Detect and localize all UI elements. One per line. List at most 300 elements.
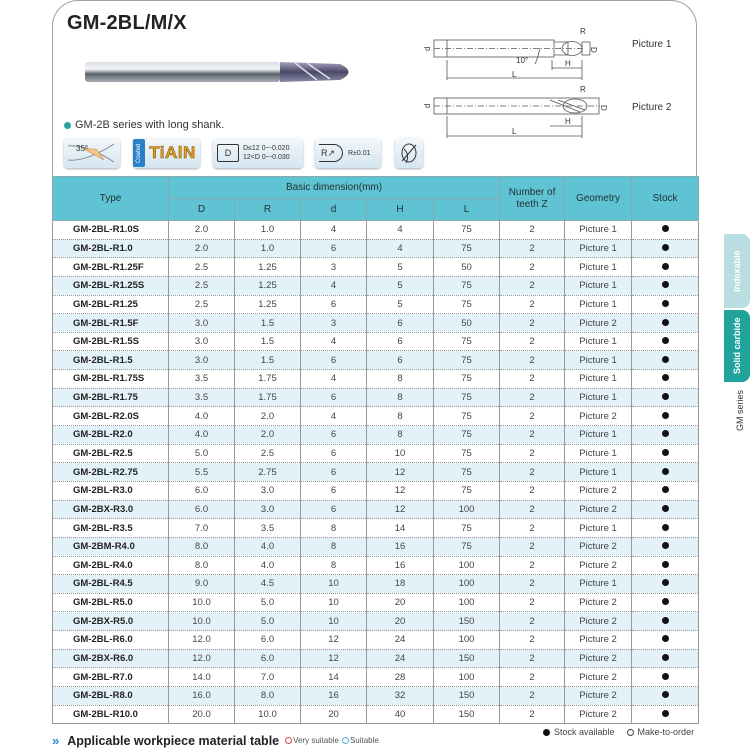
cell-l: 75 [434,388,500,407]
stock-available-icon [662,524,669,531]
stock-available-label: Stock available [554,727,615,737]
svg-text:10°: 10° [516,56,529,65]
cell-d: 16 [301,687,367,706]
stock-available-icon [662,430,669,437]
cell-stock [632,370,699,389]
cell-type: GM-2BL-R2.0S [53,407,169,426]
cell-type: GM-2BM-R4.0 [53,537,169,556]
cell-h: 20 [367,593,434,612]
svg-text:H: H [565,117,571,126]
cell-d: 6 [301,463,367,482]
legend-very-suitable: Very suitable [285,736,339,745]
cell-d: 6 [301,481,367,500]
cell-d: 10 [301,575,367,594]
cell-stock [632,593,699,612]
cell-stock [632,519,699,538]
cell-h: 32 [367,687,434,706]
header-L: L [434,199,500,221]
cell-geometry: Picture 2 [565,537,632,556]
cell-d: 8.0 [169,556,235,575]
cell-z: 2 [500,519,565,538]
cell-h: 10 [367,444,434,463]
stock-available-icon [662,691,669,698]
description-text: GM-2B series with long shank. [75,119,225,131]
header-stock: Stock [632,177,699,221]
cell-d: 20 [301,705,367,724]
stock-available-icon [662,617,669,624]
cell-d: 10.0 [169,612,235,631]
bullet-icon [64,122,71,129]
stock-available-icon [662,244,669,251]
stock-available-icon [662,263,669,270]
cell-z: 2 [500,370,565,389]
cell-geometry: Picture 1 [565,426,632,445]
table-row [53,314,699,333]
cell-stock [632,295,699,314]
cell-h: 5 [367,295,434,314]
cell-z: 2 [500,258,565,277]
cell-stock [632,537,699,556]
cell-z: 2 [500,276,565,295]
cell-z: 2 [500,426,565,445]
table-row [53,444,699,463]
cell-d: 3 [301,258,367,277]
cell-r: 6.0 [235,649,301,668]
cell-l: 150 [434,612,500,631]
svg-text:R: R [580,85,586,94]
cell-d: 12.0 [169,631,235,650]
stock-legend [543,727,694,737]
series-side-label: GM series [735,390,745,432]
table-row [53,221,699,240]
cell-r: 4.5 [235,575,301,594]
cell-d: 4 [301,407,367,426]
cell-geometry: Picture 1 [565,388,632,407]
cell-geometry: Picture 2 [565,407,632,426]
cell-z: 2 [500,612,565,631]
cell-stock [632,631,699,650]
cell-l: 100 [434,556,500,575]
table-row [53,687,699,706]
cell-h: 28 [367,668,434,687]
stock-available-icon [662,505,669,512]
cell-z: 2 [500,593,565,612]
cell-d: 4 [301,370,367,389]
cell-r: 1.5 [235,314,301,333]
cell-d: 3.0 [169,351,235,370]
cell-z: 2 [500,575,565,594]
svg-text:R: R [580,27,586,36]
table-row [53,500,699,519]
cell-stock [632,426,699,445]
cell-type: GM-2BL-R3.5 [53,519,169,538]
cell-h: 5 [367,258,434,277]
cell-d: 9.0 [169,575,235,594]
cell-l: 75 [434,332,500,351]
cell-d: 8 [301,537,367,556]
cell-type: GM-2BL-R4.5 [53,575,169,594]
cell-geometry: Picture 2 [565,314,632,333]
table-row [53,258,699,277]
cell-r: 4.0 [235,537,301,556]
cell-h: 6 [367,351,434,370]
cell-geometry: Picture 2 [565,500,632,519]
cell-z: 2 [500,407,565,426]
svg-text:L: L [512,70,517,79]
page-title: GM-2BL/M/X [67,12,187,34]
ball-nose-icon [398,141,420,165]
cell-d: 2.0 [169,221,235,240]
cell-r: 1.25 [235,295,301,314]
stock-available-icon [662,635,669,642]
cell-d: 12 [301,631,367,650]
make-to-order-label: Make-to-order [637,727,695,737]
cell-d: 6 [301,388,367,407]
ball-nose-badge [395,138,423,168]
cell-l: 75 [434,444,500,463]
cell-r: 3.0 [235,500,301,519]
cell-l: 75 [434,351,500,370]
table-row [53,575,699,594]
cell-r: 3.5 [235,519,301,538]
cell-h: 8 [367,407,434,426]
cell-l: 75 [434,407,500,426]
picture-1-label: Picture 1 [632,39,672,50]
cell-z: 2 [500,556,565,575]
cell-type: GM-2BL-R4.0 [53,556,169,575]
cell-r: 4.0 [235,556,301,575]
cell-z: 2 [500,537,565,556]
svg-text:d: d [423,103,432,108]
cell-z: 2 [500,668,565,687]
cell-type: GM-2BL-R1.25 [53,295,169,314]
cell-r: 7.0 [235,668,301,687]
diameter-tolerance-badge [213,138,303,168]
table-row [53,649,699,668]
cell-d: 4 [301,332,367,351]
cell-d: 10 [301,612,367,631]
cell-l: 75 [434,537,500,556]
stock-available-icon [662,673,669,680]
cell-z: 2 [500,705,565,724]
cell-r: 1.5 [235,332,301,351]
cell-type: GM-2BL-R1.0S [53,221,169,240]
table-row [53,593,699,612]
cell-type: GM-2BL-R1.5 [53,351,169,370]
coating-name: TiAlN [149,143,196,162]
cell-d: 5.5 [169,463,235,482]
cell-stock [632,221,699,240]
side-tab-indexable[interactable]: Indexable [724,234,750,308]
cell-r: 8.0 [235,687,301,706]
table-row [53,332,699,351]
cell-h: 8 [367,370,434,389]
dimension-diagram [420,20,680,140]
cell-h: 20 [367,612,434,631]
cell-l: 75 [434,295,500,314]
cell-z: 2 [500,444,565,463]
cell-d: 6 [301,351,367,370]
cell-d: 7.0 [169,519,235,538]
table-row [53,426,699,445]
cell-geometry: Picture 2 [565,668,632,687]
cell-stock [632,612,699,631]
cell-d: 6 [301,239,367,258]
cell-d: 5.0 [169,444,235,463]
cell-d: 4.0 [169,407,235,426]
cell-r: 5.0 [235,612,301,631]
stock-available-icon [662,542,669,549]
cell-d: 8 [301,556,367,575]
table-row [53,668,699,687]
stock-available-icon [662,598,669,605]
stock-available-icon [662,579,669,586]
side-tab-solid-carbide[interactable]: Solid carbide [724,310,750,382]
header-D: D [169,199,235,221]
filled-dot-icon [543,729,550,736]
cell-stock [632,463,699,482]
cell-d: 4.0 [169,426,235,445]
svg-text:D: D [599,105,608,111]
cell-r: 1.75 [235,388,301,407]
stock-available-icon [662,225,669,232]
cell-r: 2.75 [235,463,301,482]
cell-stock [632,500,699,519]
cell-stock [632,575,699,594]
cell-d: 14.0 [169,668,235,687]
cell-l: 75 [434,370,500,389]
cell-z: 2 [500,332,565,351]
cell-geometry: Picture 2 [565,481,632,500]
cell-z: 2 [500,649,565,668]
cell-h: 8 [367,426,434,445]
cell-type: GM-2BL-R1.5F [53,314,169,333]
cell-type: GM-2BL-R1.25S [53,276,169,295]
cell-type: GM-2BL-R8.0 [53,687,169,706]
radius-tolerance-badge [315,138,381,168]
helix-angle-icon [66,140,118,166]
cell-type: GM-2BL-R2.5 [53,444,169,463]
cell-h: 16 [367,537,434,556]
cell-stock [632,649,699,668]
cell-geometry: Picture 1 [565,258,632,277]
cell-d: 3.0 [169,314,235,333]
cell-stock [632,351,699,370]
cell-geometry: Picture 2 [565,631,632,650]
table-row [53,612,699,631]
cell-geometry: Picture 1 [565,575,632,594]
cell-type: GM-2BL-R1.0 [53,239,169,258]
cell-h: 24 [367,649,434,668]
cell-l: 75 [434,276,500,295]
cell-type: GM-2BL-R1.25F [53,258,169,277]
table-row [53,556,699,575]
series-description [64,119,224,131]
table-row [53,351,699,370]
cell-type: GM-2BL-R5.0 [53,593,169,612]
radius-tolerance: R±0.01 [348,149,371,157]
cell-geometry: Picture 1 [565,239,632,258]
cell-d: 6 [301,500,367,519]
tolerance-line-1: D≤12 0~-0.020 [243,145,290,152]
cell-d: 12 [301,649,367,668]
table-row [53,295,699,314]
cell-geometry: Picture 2 [565,687,632,706]
cell-z: 2 [500,295,565,314]
cell-l: 150 [434,649,500,668]
cell-l: 100 [434,668,500,687]
helix-angle-badge [64,138,120,168]
cell-z: 2 [500,463,565,482]
cell-geometry: Picture 1 [565,351,632,370]
material-table-title: Applicable workpiece material table [67,733,280,748]
cell-h: 5 [367,276,434,295]
cell-stock [632,388,699,407]
cell-d: 6 [301,426,367,445]
cell-z: 2 [500,481,565,500]
cell-d: 6 [301,295,367,314]
cell-geometry: Picture 1 [565,295,632,314]
cell-type: GM-2BL-R1.75 [53,388,169,407]
cell-z: 2 [500,239,565,258]
cell-r: 2.5 [235,444,301,463]
cell-z: 2 [500,687,565,706]
cell-stock [632,444,699,463]
table-row [53,388,699,407]
end-mill-image [85,58,357,86]
stock-available-icon [662,561,669,568]
cell-z: 2 [500,631,565,650]
cell-stock [632,276,699,295]
cell-h: 6 [367,332,434,351]
cell-h: 14 [367,519,434,538]
cell-d: 10.0 [169,593,235,612]
cell-z: 2 [500,388,565,407]
cell-l: 75 [434,463,500,482]
cell-d: 4 [301,221,367,240]
cell-geometry: Picture 1 [565,519,632,538]
cell-h: 12 [367,481,434,500]
cell-h: 40 [367,705,434,724]
cell-l: 50 [434,314,500,333]
cell-r: 2.0 [235,426,301,445]
cell-type: GM-2BX-R6.0 [53,649,169,668]
cell-stock [632,556,699,575]
stock-available-icon [662,281,669,288]
cell-geometry: Picture 2 [565,612,632,631]
stock-available-icon [662,654,669,661]
cell-type: GM-2BL-R7.0 [53,668,169,687]
cell-h: 4 [367,221,434,240]
cell-h: 18 [367,575,434,594]
cell-d: 4 [301,276,367,295]
cell-l: 100 [434,593,500,612]
cell-type: GM-2BL-R1.5S [53,332,169,351]
svg-text:H: H [565,59,571,68]
cell-h: 12 [367,500,434,519]
cell-d: 2.0 [169,239,235,258]
cell-d: 3.5 [169,388,235,407]
cell-geometry: Picture 1 [565,332,632,351]
cell-d: 20.0 [169,705,235,724]
svg-text:35°: 35° [76,144,89,153]
header-H: H [367,199,434,221]
cell-type: GM-2BL-R2.0 [53,426,169,445]
cell-z: 2 [500,314,565,333]
header-type: Type [53,177,169,221]
cell-stock [632,407,699,426]
cell-geometry: Picture 2 [565,556,632,575]
cell-l: 75 [434,426,500,445]
cell-h: 16 [367,556,434,575]
stock-available-icon [662,356,669,363]
table-row [53,481,699,500]
cell-d: 2.5 [169,295,235,314]
blue-ring-icon [342,737,349,744]
cell-r: 2.0 [235,407,301,426]
cell-geometry: Picture 1 [565,221,632,240]
header-R: R [235,199,301,221]
tolerance-line-2: 12<D 0~-0.030 [243,154,290,161]
cell-geometry: Picture 1 [565,463,632,482]
cell-type: GM-2BL-R2.75 [53,463,169,482]
cell-d: 3 [301,314,367,333]
cell-d: 2.5 [169,276,235,295]
cell-d: 6.0 [169,500,235,519]
cell-type: GM-2BL-R6.0 [53,631,169,650]
cell-l: 100 [434,631,500,650]
specification-table [52,176,699,724]
stock-available-icon [662,300,669,307]
header-d: d [301,199,367,221]
cell-r: 10.0 [235,705,301,724]
cell-type: GM-2BX-R5.0 [53,612,169,631]
header-teeth: Number of teeth Z [500,177,565,221]
cell-type: GM-2BX-R3.0 [53,500,169,519]
cell-d: 10 [301,593,367,612]
table-row [53,239,699,258]
cell-l: 150 [434,687,500,706]
red-ring-icon [285,737,292,744]
cell-geometry: Picture 1 [565,370,632,389]
cell-stock [632,239,699,258]
cell-z: 2 [500,221,565,240]
cell-geometry: Picture 2 [565,593,632,612]
cell-type: GM-2BL-R10.0 [53,705,169,724]
cell-geometry: Picture 1 [565,444,632,463]
stock-available-icon [662,337,669,344]
cell-r: 6.0 [235,631,301,650]
cell-geometry: Picture 2 [565,649,632,668]
cell-l: 150 [434,705,500,724]
cell-d: 8.0 [169,537,235,556]
cell-h: 4 [367,239,434,258]
stock-available-icon [662,468,669,475]
cell-z: 2 [500,500,565,519]
svg-text:D: D [589,47,598,53]
stock-available-icon [662,393,669,400]
cell-d: 6.0 [169,481,235,500]
cell-stock [632,332,699,351]
open-dot-icon [627,729,634,736]
cell-r: 1.25 [235,276,301,295]
material-table-heading [52,733,379,748]
cell-d: 16.0 [169,687,235,706]
cell-r: 1.0 [235,221,301,240]
cell-d: 6 [301,444,367,463]
cell-z: 2 [500,351,565,370]
cell-l: 100 [434,575,500,594]
